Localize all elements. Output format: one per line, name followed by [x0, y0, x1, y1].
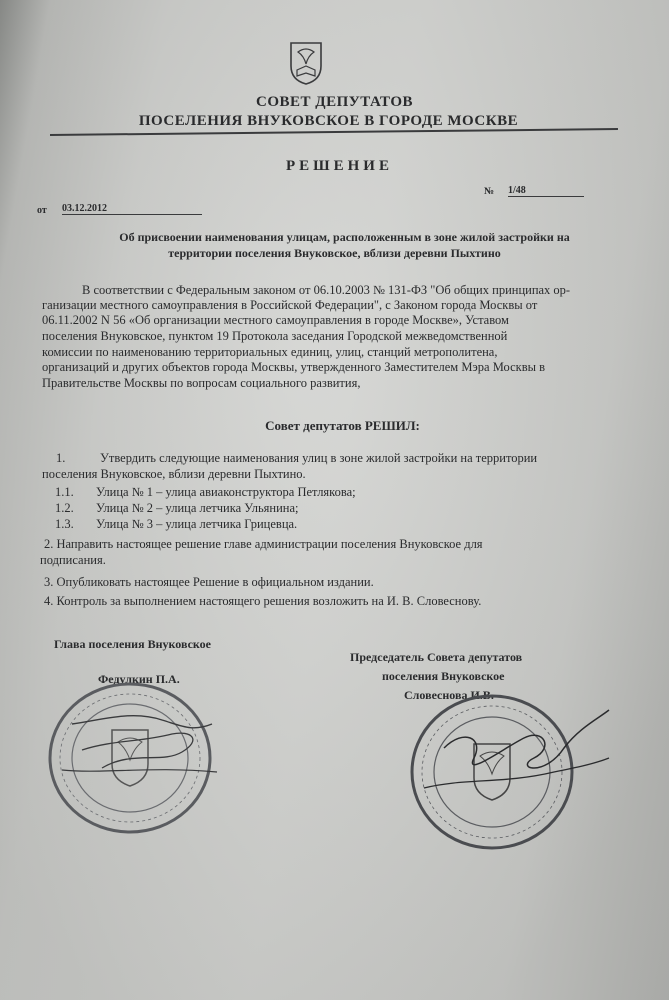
document-type-title: РЕШЕНИЕ: [286, 158, 393, 174]
document-date: 03.12.2012: [62, 203, 202, 215]
right-signatory-title1: Председатель Совета депутатов: [350, 650, 523, 664]
left-signatory-title: Глава поселения Внуковское: [54, 637, 211, 651]
number-label: №: [484, 186, 495, 197]
subject-line1: Об присвоении наименования улицам, расположенным в зоне жилой застройки на: [119, 230, 570, 244]
item1-line2: поселения Внуковское, вблизи деревни Пыхтино.: [42, 467, 306, 481]
left-official-seal-icon: [42, 680, 222, 842]
preamble-line7: Правительстве Москвы по вопросам социального развития,: [42, 376, 361, 390]
item2-line2: подписания.: [40, 553, 106, 567]
left-signatory-name: Федулкин П.А.: [98, 672, 180, 686]
item1-line1: Утвердить следующие наименования улиц в зоне жилой застройки на территории: [100, 451, 538, 465]
subitem2-text: Улица № 2 – улица летчика Ульянина;: [96, 501, 299, 515]
decided-heading: Совет депутатов РЕШИЛ:: [265, 418, 420, 433]
preamble-line6: организаций и других объектов города Москвы, утвержденного Заместителем Мэра Москвы в: [42, 360, 546, 374]
subitem3-number: 1.3.: [55, 517, 74, 531]
document-number: 1/48: [508, 185, 584, 197]
subitem1-number: 1.1.: [55, 485, 74, 499]
preamble-line3: 06.11.2002 N 56 «Об организации местного самоуправления в городе Москве», Уставом: [42, 313, 509, 327]
right-signatory-name: Словеснова И.В.: [404, 688, 494, 702]
preamble-line4: поселения Внуковское, пунктом 19 Протокола заседания Городской межведомственной: [42, 329, 508, 343]
org-name-line1: СОВЕТ ДЕПУТАТОВ: [255, 94, 414, 110]
item1-number: 1.: [56, 451, 66, 465]
preamble-line5: комиссии по наименованию территориальных единиц, улиц, станций метрополитена,: [42, 345, 498, 359]
preamble-line2: ганизации местного самоуправления в Российской Федерации", с Законом города Москвы от: [42, 298, 538, 312]
subitem3-text: Улица № 3 – улица летчика Грицевца.: [96, 517, 298, 531]
item3-text: 3. Опубликовать настоящее Решение в официальном издании.: [44, 575, 374, 589]
coat-of-arms-icon: [288, 40, 324, 86]
item4-text: 4. Контроль за выполнением настоящего решения возложить на И. В. Словеснову.: [44, 594, 482, 608]
item2-line1: 2. Направить настоящее решение главе администрации поселения Внуковское для: [44, 537, 483, 551]
subject-line2: территории поселения Внуковское, вблизи деревни Пыхтино: [168, 246, 501, 260]
right-official-seal-icon: [404, 688, 614, 856]
right-signatory-title2: поселения Внуковское: [382, 669, 505, 683]
subitem2-number: 1.2.: [55, 501, 74, 515]
org-name-line2: ПОСЕЛЕНИЯ ВНУКОВСКОЕ В ГОРОДЕ МОСКВЕ: [138, 113, 519, 129]
subitem1-text: Улица № 1 – улица авиаконструктора Петлякова;: [96, 485, 356, 499]
date-label: от: [37, 205, 47, 216]
preamble-line1: В соответствии с Федеральным законом от 06.10.2003 № 131-ФЗ "Об общих принципах ор-: [82, 283, 571, 297]
